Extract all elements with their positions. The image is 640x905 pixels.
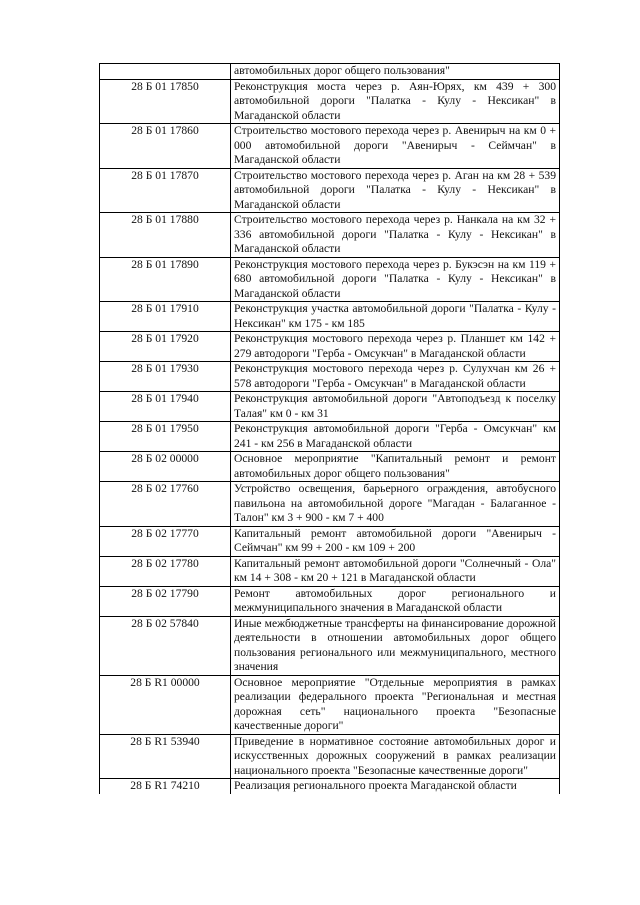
table-row	[100, 302, 560, 332]
table-row	[100, 734, 560, 779]
description-cell: Строительство мостового перехода через р. Нанкала на км 32 + 336 автомобильной дороги "Палатка - Кулу - Нексикан" в Магаданской области	[231, 213, 560, 258]
table-row	[100, 616, 560, 675]
budget-code-cell: 28 Б R1 00000	[100, 675, 231, 734]
table-row	[100, 586, 560, 616]
description-cell: Реконструкция мостового перехода через р. Букэсэн на км 119 + 680 автомобильной дороги "Палатка - Кулу - Нексикан" в Магаданской области	[231, 257, 560, 302]
table-row	[100, 482, 560, 527]
description-cell: Капитальный ремонт автомобильной дороги "Солнечный - Ола" км 14 + 308 - км 20 + 121 в Магаданской области	[231, 556, 560, 586]
table-row	[100, 124, 560, 169]
description-cell: Иные межбюджетные трансферты на финансирование дорожной деятельности в отношении автомобильных дорог общего пользования регионального или межмуниципального, местного значения	[231, 616, 560, 675]
table-row	[100, 392, 560, 422]
budget-code-cell: 28 Б 01 17930	[100, 362, 231, 392]
budget-code-cell: 28 Б R1 74210	[100, 779, 231, 794]
budget-code-cell: 28 Б 02 00000	[100, 452, 231, 482]
description-cell: Ремонт автомобильных дорог регионального и межмуниципального значения в Магаданской области	[231, 586, 560, 616]
budget-code-cell: 28 Б 01 17860	[100, 124, 231, 169]
description-cell: Реконструкция моста через р. Аян-Юрях, км 439 + 300 автомобильной дороги "Палатка - Кулу - Нексикан" в Магаданской области	[231, 79, 560, 124]
budget-code-cell: 28 Б 02 17770	[100, 526, 231, 556]
table-row	[100, 526, 560, 556]
table-row	[100, 556, 560, 586]
budget-code-cell: 28 Б 02 17790	[100, 586, 231, 616]
table-row	[100, 64, 560, 80]
description-cell: Основное мероприятие "Капитальный ремонт и ремонт автомобильных дорог общего пользования"	[231, 452, 560, 482]
table-row	[100, 257, 560, 302]
budget-code-cell: 28 Б 01 17850	[100, 79, 231, 124]
description-cell: Приведение в нормативное состояние автомобильных дорог и искусственных дорожных сооружений в рамках реализации национального проекта "Безопасные качественные дороги"	[231, 734, 560, 779]
table-row	[100, 168, 560, 213]
budget-code-cell: 28 Б 01 17870	[100, 168, 231, 213]
description-cell: Реконструкция мостового перехода через р. Сулухчан км 26 + 578 автодороги "Герба - Омсукчан" в Магаданской области	[231, 362, 560, 392]
description-cell: Капитальный ремонт автомобильной дороги "Авенирыч - Сеймчан" км 99 + 200 - км 109 + 200	[231, 526, 560, 556]
table-row	[100, 452, 560, 482]
table-row	[100, 362, 560, 392]
description-cell: Реконструкция автомобильной дороги "Герба - Омсукчан" км 241 - км 256 в Магаданской области	[231, 422, 560, 452]
budget-code-cell: 28 Б 01 17910	[100, 302, 231, 332]
description-cell: Строительство мостового перехода через р. Авенирыч на км 0 + 000 автомобильной дороги "Авенирыч - Сеймчан" в Магаданской области	[231, 124, 560, 169]
table-row	[100, 422, 560, 452]
description-cell: автомобильных дорог общего пользования"	[231, 64, 560, 80]
budget-code-cell: 28 Б R1 53940	[100, 734, 231, 779]
budget-code-cell: 28 Б 02 17780	[100, 556, 231, 586]
description-cell: Реконструкция участка автомобильной дороги "Палатка - Кулу - Нексикан" км 175 - км 185	[231, 302, 560, 332]
table-row	[100, 332, 560, 362]
budget-code-cell: 28 Б 02 17760	[100, 482, 231, 527]
budget-code-cell: 28 Б 01 17880	[100, 213, 231, 258]
budget-code-cell: 28 Б 01 17950	[100, 422, 231, 452]
table-row	[100, 675, 560, 734]
table-row	[100, 779, 560, 794]
budget-code-cell: 28 Б 01 17920	[100, 332, 231, 362]
description-cell: Реконструкция мостового перехода через р. Планшет км 142 + 279 автодороги "Герба - Омсукчан" в Магаданской области	[231, 332, 560, 362]
budget-code-cell: 28 Б 01 17940	[100, 392, 231, 422]
budget-code-cell	[100, 64, 231, 80]
description-cell: Реализация регионального проекта Магаданской области	[231, 779, 560, 794]
description-cell: Устройство освещения, барьерного ограждения, автобусного павильона на автомобильной дороге "Магадан - Балаганное - Талон" км 3 + 900 - км 7 + 400	[231, 482, 560, 527]
budget-code-table	[99, 63, 560, 794]
budget-code-cell: 28 Б 02 57840	[100, 616, 231, 675]
description-cell: Строительство мостового перехода через р. Аган на км 28 + 539 автомобильной дороги "Палатка - Кулу - Нексикан" в Магаданской области	[231, 168, 560, 213]
description-cell: Реконструкция автомобильной дороги "Автоподъезд к поселку Талая" км 0 - км 31	[231, 392, 560, 422]
table-row	[100, 213, 560, 258]
description-cell: Основное мероприятие "Отдельные мероприятия в рамках реализации федерального проекта "Региональная и местная дорожная сеть" национального проекта "Безопасные качественные дороги"	[231, 675, 560, 734]
table-row	[100, 79, 560, 124]
budget-code-cell: 28 Б 01 17890	[100, 257, 231, 302]
